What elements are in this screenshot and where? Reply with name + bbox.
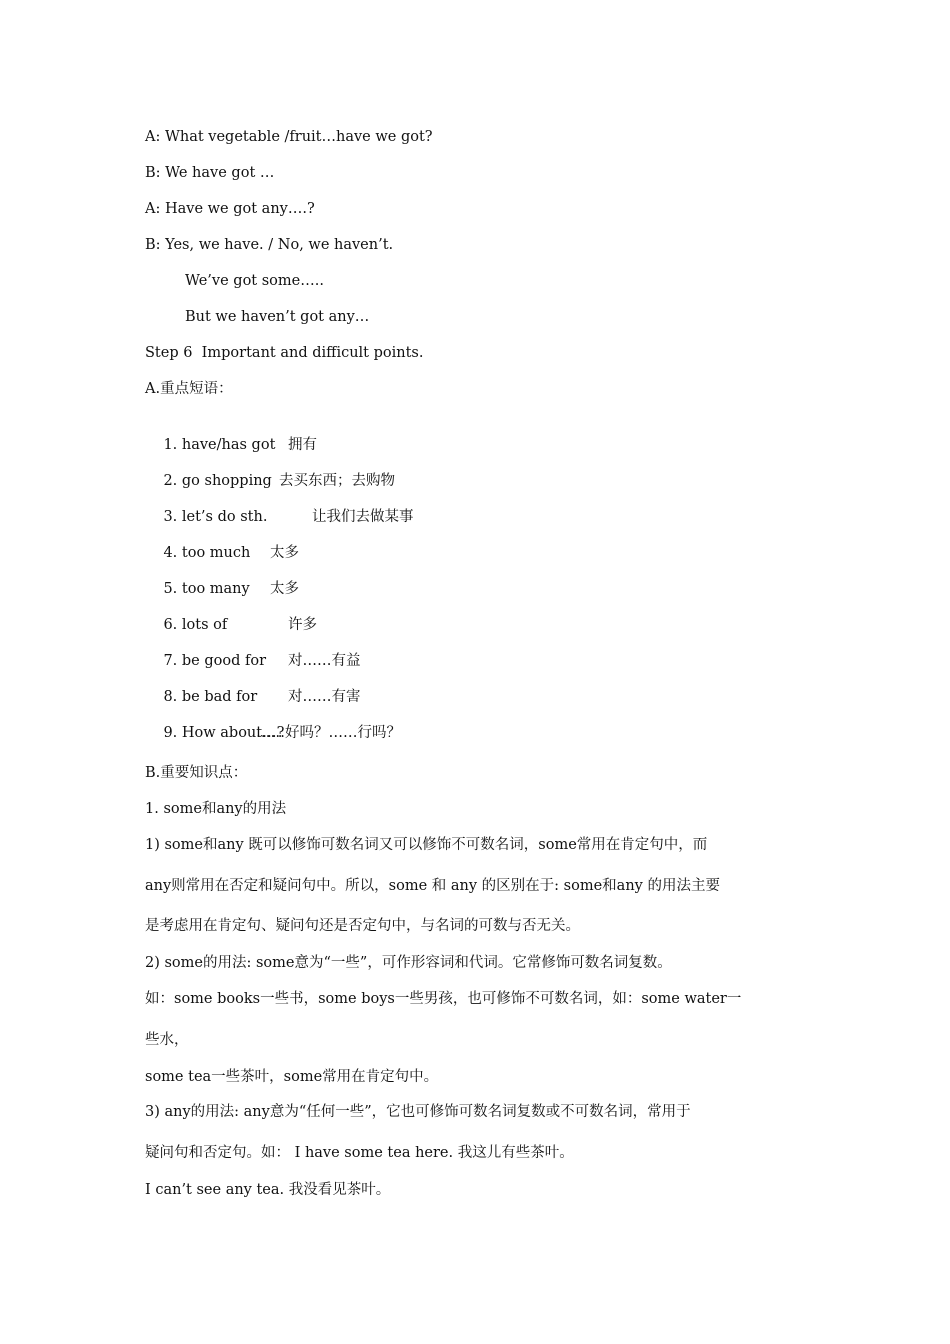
paragraph-3-line-2: 疑问句和否定句。如： I have some tea here. 我这儿有些茶叶。: [145, 1145, 574, 1161]
phrase-en: 4. too much: [163, 545, 251, 561]
phrase-zh: 去买东西；去购物: [279, 473, 395, 489]
phrase-zh: 拥有: [288, 437, 317, 453]
phrase-en: 8. be bad for: [163, 689, 258, 705]
phrase-zh: 对……有害: [288, 689, 361, 705]
dialogue-a2: A: Have we got any….?: [145, 201, 315, 217]
dialogue-b4: But we haven’t got any…: [185, 309, 370, 325]
paragraph-3-line-3: I can’t see any tea. 我没看见茶叶。: [145, 1182, 391, 1198]
phrase-zh: 对……有益: [288, 653, 361, 669]
section-b-sub1: 1. some和any的用法: [145, 801, 287, 817]
phrase-en: 3. let’s do sth.: [163, 509, 268, 525]
step6-heading: Step 6 Important and difficult points.: [145, 345, 424, 361]
dialogue-a1: A: What vegetable /fruit…have we got?: [145, 129, 433, 145]
phrase-zh: 让我们去做某事: [312, 509, 414, 525]
paragraph-1-line-3: 是考虑用在肯定句、疑问句还是否定句中，与名词的可数与否无关。: [145, 918, 580, 934]
paragraph-2-line-4: some tea一些茶叶，some常用在肯定句中。: [145, 1069, 439, 1085]
phrase-en: 9. How about…?: [163, 725, 285, 741]
phrase-en: 5. too many: [163, 581, 250, 597]
phrase-en: 2. go shopping: [163, 473, 272, 489]
dialogue-b3: We’ve got some…..: [185, 273, 324, 289]
phrase-en: 1. have/has got: [163, 437, 276, 453]
paragraph-1-line-2: any则常用在否定和疑问句中。所以，some 和 any 的区别在于: some和any 的用法主要: [145, 878, 720, 894]
phrase-en: 7. be good for: [163, 653, 267, 669]
phrase-en: 6. lots of: [163, 617, 228, 633]
section-b-heading: B.重要知识点：: [145, 765, 248, 781]
phrase-zh: 太多: [270, 545, 299, 561]
paragraph-2-line-1: 2) some的用法: some意为“一些”，可作形容词和代词。它常修饰可数名词复数。: [145, 955, 672, 971]
paragraph-3-line-1: 3) any的用法: any意为“任何一些”，它也可修饰可数名词复数或不可数名词，常用于: [145, 1104, 691, 1120]
dialogue-b2: B: Yes, we have. / No, we haven’t.: [145, 237, 394, 253]
phrase-zh: 许多: [288, 617, 317, 633]
dialogue-b1: B: We have got …: [145, 165, 275, 181]
phrase-zh: 太多: [270, 581, 299, 597]
paragraph-2-line-2: 如：some books一些书，some boys一些男孩，也可修饰不可数名词，如：some water一: [145, 991, 742, 1007]
paragraph-2-line-3: 些水，: [145, 1032, 189, 1048]
paragraph-1-line-1: 1) some和any 既可以修饰可数名词又可以修饰不可数名词，some常用在肯定句中，而: [145, 837, 708, 853]
phrase-item: [145, 703, 401, 763]
section-a-heading: A.重点短语：: [145, 381, 233, 397]
phrase-zh: ……好吗？……行吗？: [256, 725, 401, 741]
